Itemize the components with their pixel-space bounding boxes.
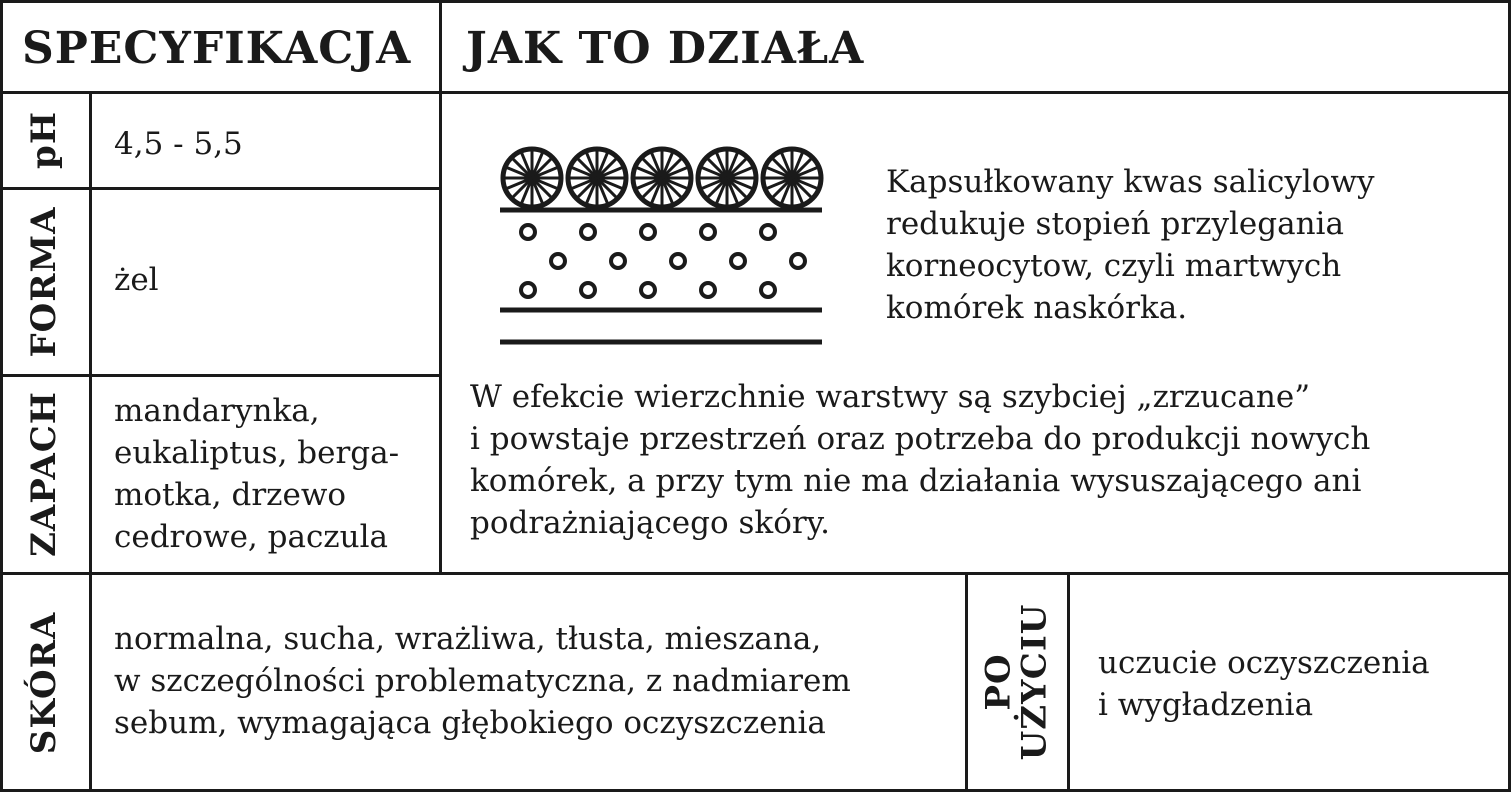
cell-dot [671,254,685,268]
skin-line: sebum, wymagająca głębokiego oczyszczenia [114,705,826,741]
forma-label: FORMA [24,206,65,358]
cell-dot [641,225,655,239]
how-line: i powstaje przestrzeń oraz potrzeba do produkcji nowych [470,421,1371,457]
how-paragraph-2 [470,376,1370,544]
after-use-label-line: UŻYCIU [1014,603,1054,761]
cell-dot [731,254,745,268]
zapach-line: eukaliptus, berga- [114,435,400,471]
how-paragraph-1 [886,161,1375,329]
label-column-divider [89,91,92,792]
zapach-line: mandarynka, [114,393,320,429]
border-left [0,0,3,792]
after-use-value [1098,642,1430,726]
skin-line: normalna, sucha, wrażliwa, tłusta, mieszana, [114,621,822,657]
how-line: podrażniającego skóry. [470,505,830,541]
forma-value: żel [114,262,159,298]
header-divider [0,91,1511,94]
skin-after-divider [965,572,968,792]
cell-dot [611,254,625,268]
how-line: korneocytow, czyli martwych [886,248,1342,284]
border-top [0,0,1511,3]
cell-dot [761,283,775,297]
ph-label: pH [24,111,65,169]
capsule-icon [763,149,821,207]
zapach-value [114,390,399,558]
skin-layers-icon [495,140,830,350]
cell-dot [521,283,535,297]
spec-how-divider [439,0,442,574]
cell-dot [581,225,595,239]
cell-dot [521,225,535,239]
how-line: W efekcie wierzchnie warstwy są szybciej „zrzucane” [470,379,1311,415]
cell-dot [551,254,565,268]
cell-dot [701,283,715,297]
skin-value [114,618,851,744]
how-line: komórek, a przy tym nie ma działania wysuszającego ani [470,463,1362,499]
capsule-icon [698,149,756,207]
skin-line: w szczególności problematyczna, z nadmiarem [114,663,851,699]
after-use-label [978,603,1054,761]
zapach-line: motka, drzewo [114,477,347,513]
how-line: Kapsułkowany kwas salicylowy [886,164,1375,200]
capsule-icon [633,149,691,207]
cell-dot [581,283,595,297]
how-line: komórek naskórka. [886,290,1188,326]
cell-dot [701,225,715,239]
ph-value: 4,5 - 5,5 [114,126,243,162]
skin-label: SKÓRA [24,611,65,755]
zapach-line: cedrowe, paczula [114,519,389,555]
capsule-icon [503,149,561,207]
capsule-icon [568,149,626,207]
forma-zapach-divider [0,374,441,377]
after-use-label-line: PO [978,653,1019,711]
ph-forma-divider [0,187,441,190]
zapach-label: ZAPACH [24,391,65,557]
after-use-line: i wygładzenia [1098,687,1314,723]
bottom-section-divider [0,572,1511,575]
after-use-line: uczucie oczyszczenia [1098,645,1430,681]
cell-dot [761,225,775,239]
how-line: redukuje stopień przylegania [886,206,1344,242]
spec-title: SPECYFIKACJA [22,23,412,74]
how-it-works-title: JAK TO DZIAŁA [466,23,865,74]
cell-dot [791,254,805,268]
after-label-divider [1067,572,1070,792]
cell-dot [641,283,655,297]
